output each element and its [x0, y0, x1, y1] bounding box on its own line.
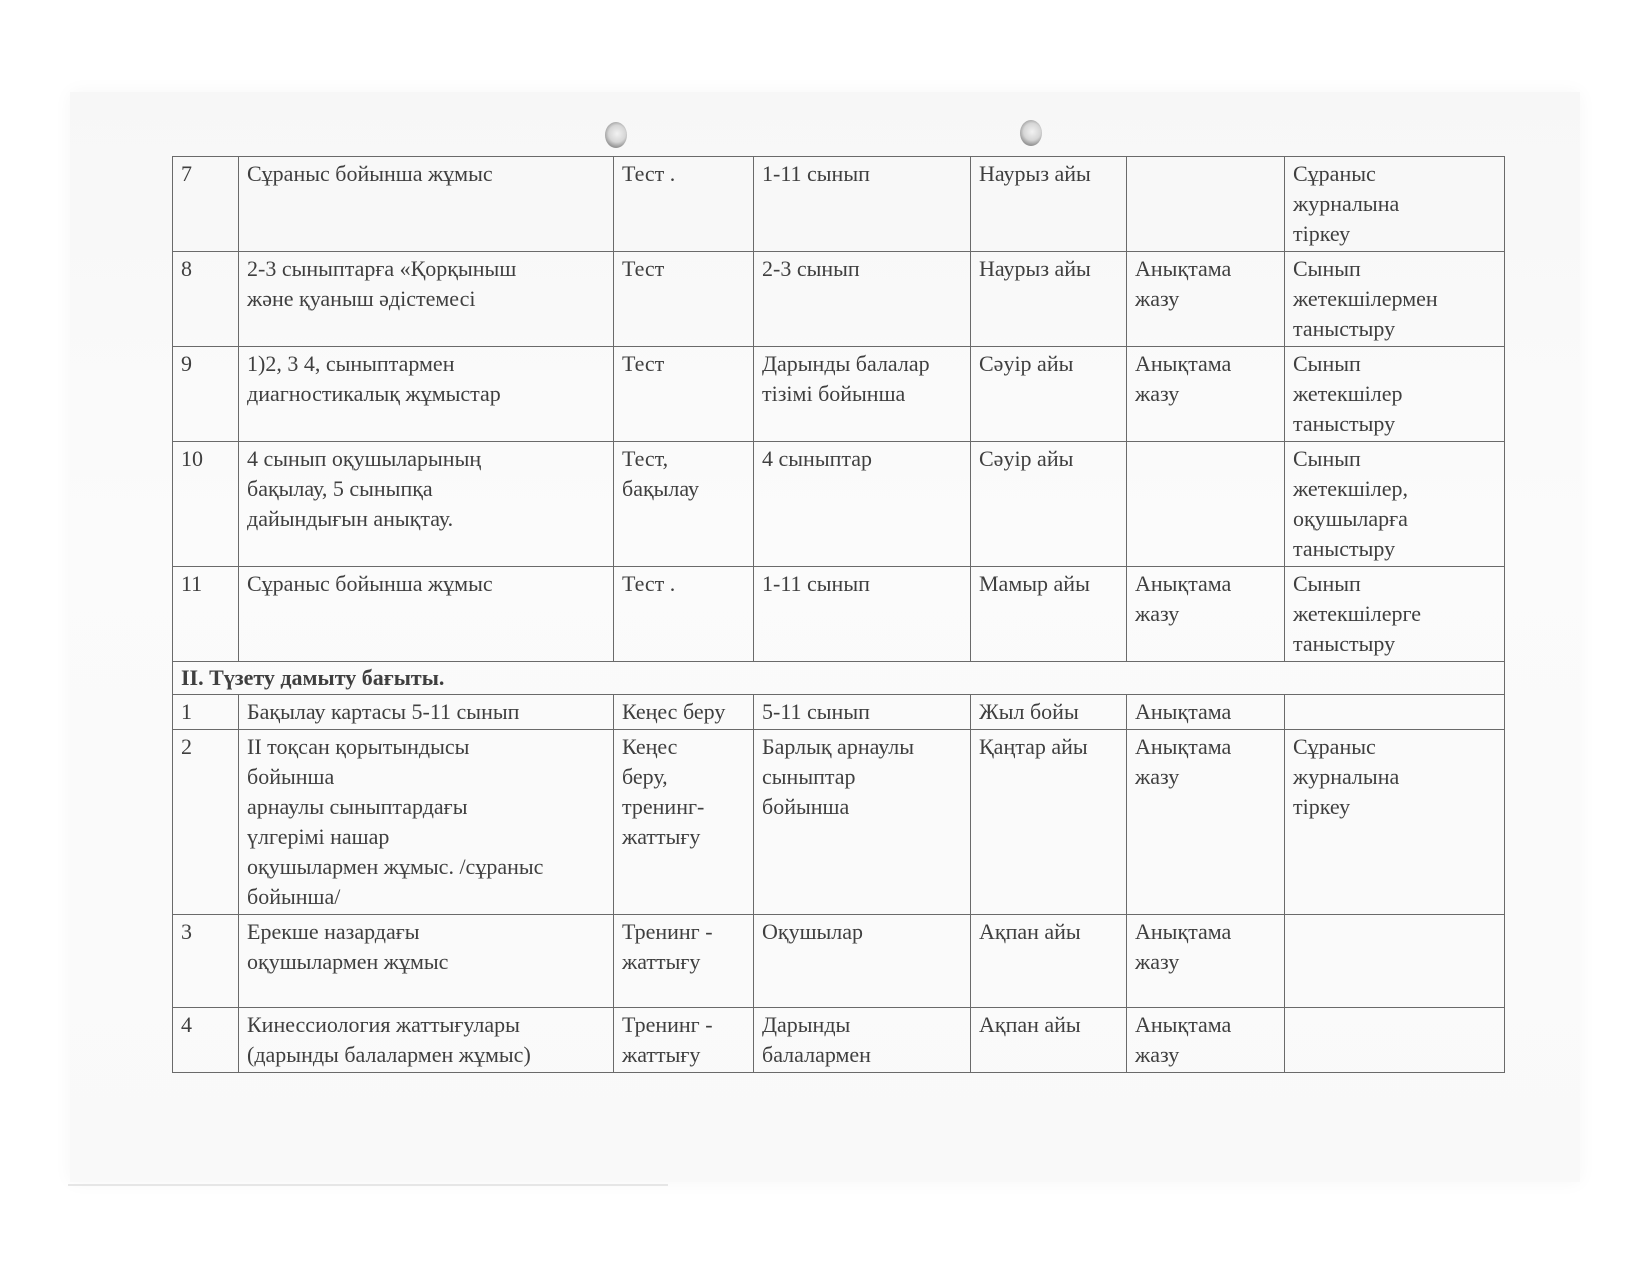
table-row [173, 157, 1505, 252]
activity-cell: Бақылау картасы 5-11 сынып [239, 695, 614, 730]
note-cell: Сұраныс журналына тіркеу [1285, 157, 1505, 252]
activity-cell: 4 сынып оқушыларының бақылау, 5 сыныпқа дайындығын анықтау. [239, 442, 614, 567]
participants-cell: Оқушылар [754, 915, 971, 1008]
work-plan-table [172, 156, 1505, 1073]
participants-cell: 5-11 сынып [754, 695, 971, 730]
section-row [173, 662, 1505, 695]
output-cell: Анықтама жазу [1127, 1008, 1285, 1073]
output-cell: Анықтама жазу [1127, 730, 1285, 915]
output-cell: Анықтама жазу [1127, 915, 1285, 1008]
participants-cell: 1-11 сынып [754, 567, 971, 662]
output-cell [1127, 442, 1285, 567]
participants-cell: Дарынды балалар тізімі бойынша [754, 347, 971, 442]
table-row [173, 915, 1505, 1008]
note-cell: Сынып жетекшілерге таныстыру [1285, 567, 1505, 662]
note-cell: Сынып жетекшілер таныстыру [1285, 347, 1505, 442]
row-number: 11 [173, 567, 239, 662]
row-number: 10 [173, 442, 239, 567]
period-cell: Жыл бойы [971, 695, 1127, 730]
table-row [173, 252, 1505, 347]
note-cell [1285, 915, 1505, 1008]
punch-hole-right [1020, 120, 1042, 146]
activity-cell: II тоқсан қорытындысы бойынша арнаулы сыныптардағы үлгерімі нашар оқушылармен жұмыс. /сұраныс бойынша/ [239, 730, 614, 915]
table-row [173, 567, 1505, 662]
method-cell: Тест, бақылау [614, 442, 754, 567]
row-number: 7 [173, 157, 239, 252]
period-cell: Наурыз айы [971, 157, 1127, 252]
period-cell: Наурыз айы [971, 252, 1127, 347]
period-cell: Сəуір айы [971, 347, 1127, 442]
note-cell: Сынып жетекшілер, оқушыларға таныстыру [1285, 442, 1505, 567]
participants-cell: 1-11 сынып [754, 157, 971, 252]
row-number: 4 [173, 1008, 239, 1073]
activity-cell: Ерекше назардағы оқушылармен жұмыс [239, 915, 614, 1008]
method-cell: Кеңес беру, тренинг- жаттығу [614, 730, 754, 915]
participants-cell: Дарынды балалармен [754, 1008, 971, 1073]
period-cell: Сəуір айы [971, 442, 1127, 567]
participants-cell: 4 сыныптар [754, 442, 971, 567]
row-number: 3 [173, 915, 239, 1008]
period-cell: Ақпан айы [971, 915, 1127, 1008]
output-cell: Анықтама жазу [1127, 567, 1285, 662]
activity-cell: Сұраныс бойынша жұмыс [239, 567, 614, 662]
output-cell: Анықтама [1127, 695, 1285, 730]
method-cell: Кеңес беру [614, 695, 754, 730]
activity-cell: Кинессиология жаттығулары (дарынды балалармен жұмыс) [239, 1008, 614, 1073]
period-cell: Қаңтар айы [971, 730, 1127, 915]
output-cell: Анықтама жазу [1127, 252, 1285, 347]
activity-cell: 2-3 сыныптарға «Қорқыныш жəне қуаныш əдістемесі [239, 252, 614, 347]
note-cell [1285, 1008, 1505, 1073]
method-cell: Тест [614, 347, 754, 442]
row-number: 2 [173, 730, 239, 915]
activity-cell: Сұраныс бойынша жұмыс [239, 157, 614, 252]
period-cell: Ақпан айы [971, 1008, 1127, 1073]
method-cell: Тренинг - жаттығу [614, 1008, 754, 1073]
note-cell: Сұраныс журналына тіркеу [1285, 730, 1505, 915]
punch-hole-left [605, 122, 627, 148]
table-row [173, 442, 1505, 567]
activity-cell: 1)2, 3 4, сыныптармен диагностикалық жұмыстар [239, 347, 614, 442]
participants-cell: Барлық арнаулы сыныптар бойынша [754, 730, 971, 915]
output-cell: Анықтама жазу [1127, 347, 1285, 442]
row-number: 1 [173, 695, 239, 730]
section-title: II. Түзету дамыту бағыты. [173, 662, 1505, 695]
participants-cell: 2-3 сынып [754, 252, 971, 347]
note-cell: Сынып жетекшілермен таныстыру [1285, 252, 1505, 347]
output-cell [1127, 157, 1285, 252]
table-row [173, 1008, 1505, 1073]
row-number: 8 [173, 252, 239, 347]
page-edge-line [68, 1184, 668, 1186]
method-cell: Тест . [614, 157, 754, 252]
row-number: 9 [173, 347, 239, 442]
table-row [173, 730, 1505, 915]
period-cell: Мамыр айы [971, 567, 1127, 662]
note-cell [1285, 695, 1505, 730]
method-cell: Тест . [614, 567, 754, 662]
table-row [173, 695, 1505, 730]
method-cell: Тренинг - жаттығу [614, 915, 754, 1008]
table-row [173, 347, 1505, 442]
method-cell: Тест [614, 252, 754, 347]
